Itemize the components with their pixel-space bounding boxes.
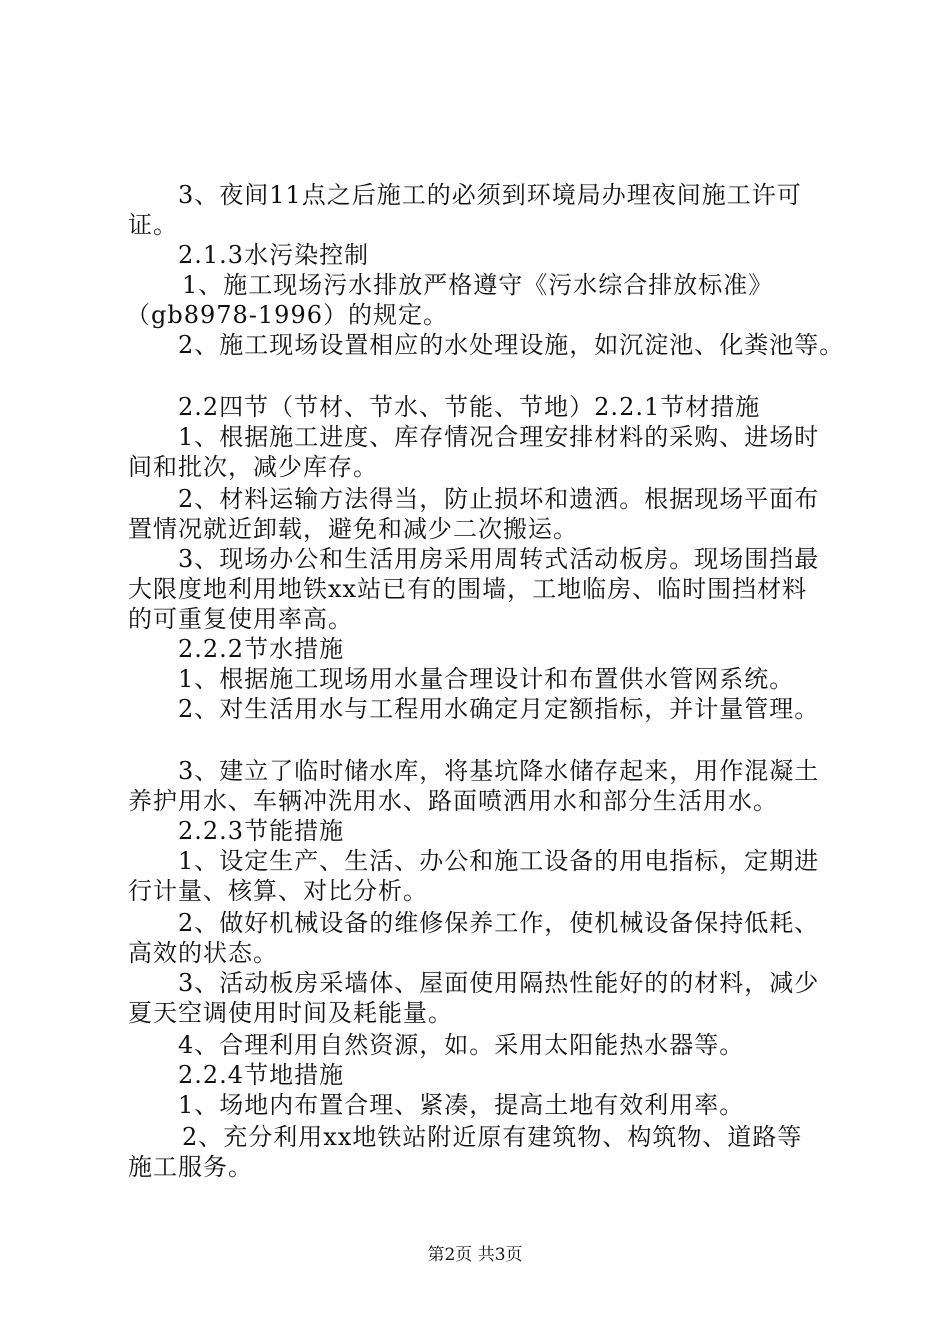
text-line: 高效的状态。 xyxy=(128,939,278,967)
text-line: 2、材料运输方法得当，防止损坏和遗洒。根据现场平面布 xyxy=(178,485,820,513)
page-footer xyxy=(0,1244,950,1266)
text-line: 2.2.2节水措施 xyxy=(178,635,345,663)
text-line: 1、根据施工进度、库存情况合理安排材料的采购、进场时 xyxy=(178,423,820,451)
text-line: 1、根据施工现场用水量合理设计和布置供水管网系统。 xyxy=(178,665,795,693)
text-line: 2.1.3水污染控制 xyxy=(178,241,370,269)
text-line: 2.2.3节能措施 xyxy=(178,817,345,845)
text-line: 3、建立了临时储水库，将基坑降水储存起来，用作混凝土 xyxy=(178,757,820,785)
text-line: 2、充分利用xx地铁站附近原有建筑物、构筑物、道路等 xyxy=(182,1123,803,1151)
text-line: （gb8978-1996）的规定。 xyxy=(126,301,448,329)
text-line: 施工服务。 xyxy=(128,1153,253,1181)
text-line: 4、合理利用自然资源，如。采用太阳能热水器等。 xyxy=(178,1031,745,1059)
text-line: 的可重复使用率高。 xyxy=(128,605,353,633)
text-line: 1、场地内布置合理、紧凑，提高土地有效利用率。 xyxy=(178,1091,745,1119)
text-line: 2.2.4节地措施 xyxy=(178,1061,345,1089)
text-line: 养护用水、车辆冲洗用水、路面喷洒用水和部分生活用水。 xyxy=(128,787,778,815)
text-line: 置情况就近卸载，避免和减少二次搬运。 xyxy=(128,515,578,543)
text-line: 夏天空调使用时间及耗能量。 xyxy=(128,999,453,1027)
text-line: 2、对生活用水与工程用水确定月定额指标，并计量管理。 xyxy=(178,695,820,723)
text-line: 2.2四节（节材、节水、节能、节地）2.2.1节材措施 xyxy=(178,393,761,421)
text-line: 大限度地利用地铁xx站已有的围墙，工地临房、临时围挡材料 xyxy=(128,575,808,603)
text-line: 3、活动板房采墙体、屋面使用隔热性能好的的材料，减少 xyxy=(178,969,820,997)
text-line: 间和批次，减少库存。 xyxy=(128,453,378,481)
text-line: 行计量、核算、对比分析。 xyxy=(128,877,428,905)
text-line: 2、施工现场设置相应的水处理设施，如沉淀池、化粪池等。 xyxy=(178,331,845,359)
text-line: 证。 xyxy=(128,211,178,239)
text-line: 1、施工现场污水排放严格遵守《污水综合排放标准》 xyxy=(182,271,774,299)
text-line: 3、现场办公和生活用房采用周转式活动板房。现场围挡最 xyxy=(178,545,820,573)
page-number-label: 第2页 共3页 xyxy=(427,1245,523,1265)
text-line: 1、设定生产、生活、办公和施工设备的用电指标，定期进 xyxy=(178,847,820,875)
text-line: 3、夜间11点之后施工的必须到环境局办理夜间施工许可 xyxy=(178,181,802,209)
text-line: 2、做好机械设备的维修保养工作，使机械设备保持低耗、 xyxy=(178,909,820,937)
